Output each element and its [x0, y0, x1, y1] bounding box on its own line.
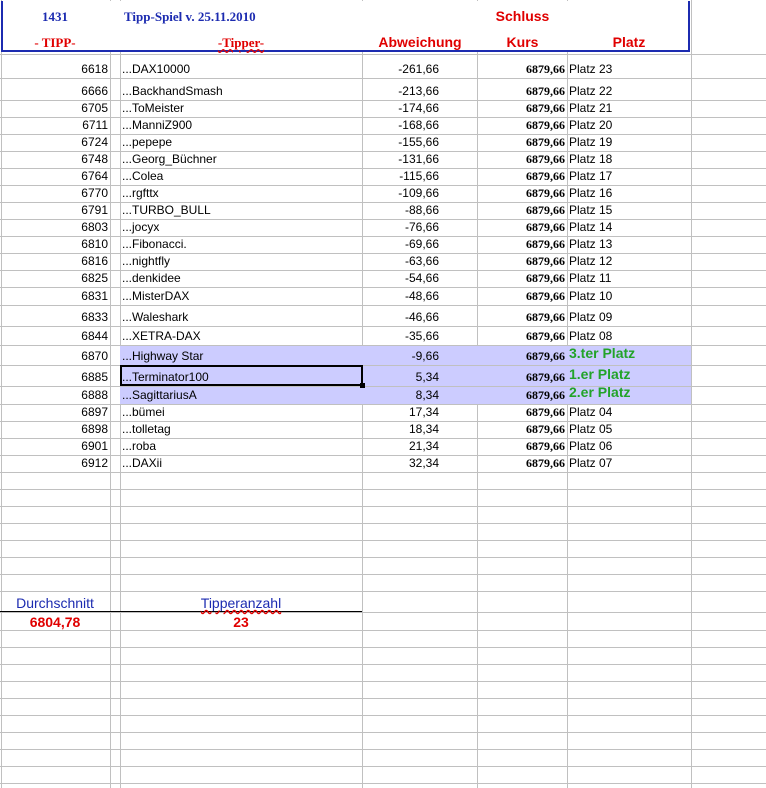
kurs-column-header[interactable]: Kurs [506, 34, 539, 50]
row-gridline [0, 732, 766, 733]
kurs-cell[interactable]: 6879,66 [526, 220, 565, 234]
platz-cell[interactable]: Platz 19 [569, 135, 613, 149]
tipper-cell[interactable]: ...TURBO_BULL [122, 203, 211, 217]
abweichung-cell[interactable]: -168,66 [398, 118, 439, 132]
schluss-header-cell[interactable]: Schluss [495, 8, 550, 24]
column-gridline [110, 0, 111, 788]
row-gridline [0, 612, 766, 613]
kurs-cell[interactable]: 6879,66 [526, 118, 565, 132]
kurs-cell[interactable]: 6879,66 [526, 405, 565, 419]
row-gridline [0, 681, 766, 682]
row-gridline [0, 766, 766, 767]
platz-cell[interactable]: Platz 18 [569, 152, 613, 166]
tipp-cell[interactable]: 6810 [81, 237, 108, 251]
abweichung-cell[interactable]: -174,66 [398, 101, 439, 115]
tipp-cell[interactable]: 6912 [81, 456, 108, 470]
platz-cell[interactable]: 3.ter Platz [569, 345, 636, 361]
row-gridline [0, 506, 766, 507]
kurs-cell[interactable]: 6879,66 [526, 237, 565, 251]
kurs-cell[interactable]: 6879,66 [526, 456, 565, 470]
platz-cell[interactable]: Platz 04 [569, 405, 613, 419]
tipper-cell[interactable]: ...rgfttx [122, 186, 159, 200]
platz-cell[interactable]: Platz 13 [569, 237, 613, 251]
tipper-cell[interactable]: ...ToMeister [122, 101, 185, 115]
tipper-cell[interactable]: ...Highway Star [122, 349, 204, 363]
row-gridline [0, 540, 766, 541]
abweichung-cell[interactable]: -9,66 [411, 349, 439, 363]
kurs-cell[interactable]: 6879,66 [526, 370, 565, 384]
row-gridline [0, 591, 766, 592]
abweichung-cell[interactable]: -261,66 [398, 62, 439, 76]
platz-cell[interactable]: Platz 22 [569, 84, 613, 98]
tipp-cell[interactable]: 6711 [82, 118, 108, 132]
platz-cell[interactable]: Platz 06 [569, 439, 613, 453]
row-gridline [0, 78, 766, 79]
tipp-column-header[interactable]: - TIPP- [34, 35, 76, 50]
kurs-cell[interactable]: 6879,66 [526, 152, 565, 166]
kurs-cell[interactable]: 6879,66 [526, 388, 565, 402]
tipp-cell[interactable]: 6825 [81, 271, 108, 285]
row-gridline [0, 489, 766, 490]
abweichung-cell[interactable]: 32,34 [408, 456, 439, 470]
abweichung-cell[interactable]: 21,34 [408, 439, 439, 453]
tipp-cell[interactable]: 6870 [81, 349, 108, 363]
selected-cell-outline [120, 365, 363, 386]
platz-cell[interactable]: Platz 10 [569, 289, 613, 303]
platz-cell[interactable]: 2.er Platz [569, 384, 631, 400]
abweichung-cell[interactable]: -115,66 [399, 169, 439, 183]
platz-cell[interactable]: Platz 07 [569, 456, 613, 470]
tipp-cell[interactable]: 6833 [81, 310, 108, 324]
tipper-cell[interactable]: ...jocyx [122, 220, 160, 234]
row-gridline [0, 664, 766, 665]
tipper-count-label-text: Tipperanzahl [200, 595, 282, 611]
tipper-cell[interactable]: ...tolletag [122, 422, 171, 436]
abweichung-cell[interactable]: -109,66 [398, 186, 439, 200]
fill-handle[interactable] [360, 383, 365, 388]
abweichung-cell[interactable]: 5,34 [415, 370, 439, 384]
kurs-cell[interactable]: 6879,66 [526, 186, 565, 200]
kurs-cell[interactable]: 6879,66 [526, 329, 565, 343]
row-gridline [0, 698, 766, 699]
tipper-cell[interactable]: ...DAXii [122, 456, 163, 470]
platz-column-header[interactable]: Platz [612, 34, 646, 50]
tipp-cell[interactable]: 6618 [81, 62, 108, 76]
platz-cell[interactable]: Platz 16 [569, 186, 613, 200]
tipp-cell[interactable]: 6888 [81, 388, 108, 402]
platz-cell[interactable]: 1.er Platz [569, 366, 631, 382]
abweichung-cell[interactable]: -155,66 [398, 135, 439, 149]
row-gridline [0, 574, 766, 575]
tipper-cell[interactable]: ...pepepe [122, 135, 173, 149]
platz-cell[interactable]: Platz 09 [569, 310, 613, 324]
tipper-count-label[interactable] [120, 595, 362, 612]
kurs-cell[interactable]: 6879,66 [526, 135, 565, 149]
abweichung-cell[interactable]: 8,34 [415, 388, 439, 402]
kurs-cell[interactable]: 6879,66 [526, 289, 565, 303]
tipp-cell[interactable]: 6816 [81, 254, 108, 268]
kurs-cell[interactable]: 6879,66 [526, 101, 565, 115]
platz-cell[interactable]: Platz 15 [569, 203, 613, 217]
row-gridline [0, 715, 766, 716]
platz-cell[interactable]: Platz 11 [569, 271, 612, 285]
kurs-cell[interactable]: 6879,66 [526, 349, 565, 363]
tipper-cell[interactable]: ...Colea [122, 169, 164, 183]
tipper-cell[interactable]: ...ManniZ900 [122, 118, 193, 132]
tipper-count-value[interactable]: 23 [233, 614, 249, 630]
kurs-cell[interactable]: 6879,66 [526, 84, 565, 98]
abweichung-column-header[interactable]: Abweichung [378, 34, 462, 50]
abweichung-cell[interactable]: -35,66 [404, 329, 439, 343]
abweichung-cell[interactable]: -88,66 [404, 203, 439, 217]
tipp-cell[interactable]: 6885 [81, 370, 108, 384]
abweichung-cell[interactable]: -131,66 [398, 152, 439, 166]
platz-cell[interactable]: Platz 23 [569, 62, 613, 76]
tipper-cell[interactable]: ...Terminator100 [122, 370, 209, 384]
row-gridline [0, 557, 766, 558]
platz-cell[interactable]: Platz 14 [569, 220, 613, 234]
tipper-cell[interactable]: ...denkidee [122, 271, 181, 285]
tipper-cell[interactable]: ...BackhandSmash [122, 84, 223, 98]
abweichung-cell[interactable]: -46,66 [404, 310, 439, 324]
tipper-cell[interactable]: ...Fibonacci. [122, 237, 187, 251]
tipper-cell[interactable]: ...Georg_Büchner [122, 152, 217, 166]
tipp-cell[interactable]: 6666 [81, 84, 108, 98]
tipp-cell[interactable]: 6803 [81, 220, 108, 234]
abweichung-cell[interactable]: -76,66 [404, 220, 439, 234]
tipper-cell[interactable]: ...nightfly [122, 254, 171, 268]
kurs-cell[interactable]: 6879,66 [526, 310, 565, 324]
platz-cell[interactable]: Platz 17 [569, 169, 613, 183]
tipp-cell[interactable]: 6897 [81, 405, 108, 419]
row-gridline [0, 472, 766, 473]
platz-cell[interactable]: Platz 12 [569, 254, 613, 268]
kurs-cell[interactable]: 6879,66 [526, 422, 565, 436]
tipp-cell[interactable]: 6770 [81, 186, 108, 200]
kurs-cell[interactable]: 6879,66 [526, 271, 565, 285]
row-gridline [0, 326, 766, 327]
tipper-cell[interactable]: ...bümei [122, 405, 165, 419]
tipper-header-text: -Tipper- [217, 35, 265, 50]
platz-cell[interactable]: Platz 05 [569, 422, 613, 436]
kurs-cell[interactable]: 6879,66 [526, 203, 565, 217]
row-gridline [0, 630, 766, 631]
tipp-cell[interactable]: 6748 [81, 152, 108, 166]
tipper-cell[interactable]: ...DAX10000 [122, 62, 191, 76]
sheet-title-cell[interactable]: Tipp-Spiel v. 25.11.2010 [124, 9, 256, 24]
column-gridline [691, 0, 692, 788]
average-label[interactable]: Durchschnitt [16, 595, 94, 611]
tipp-cell[interactable]: 6898 [81, 422, 108, 436]
sheet-id-cell[interactable]: 1431 [42, 9, 68, 24]
tipp-cell[interactable]: 6764 [81, 169, 108, 183]
tipper-cell[interactable]: ...roba [122, 439, 157, 453]
platz-cell[interactable]: Platz 21 [569, 101, 613, 115]
kurs-cell[interactable]: 6879,66 [526, 62, 565, 76]
tipper-column-header[interactable] [120, 34, 362, 51]
abweichung-cell[interactable]: -69,66 [404, 237, 439, 251]
tipper-cell[interactable]: ...XETRA-DAX [122, 329, 201, 343]
kurs-cell[interactable]: 6879,66 [526, 254, 565, 268]
average-value[interactable]: 6804,78 [29, 614, 81, 630]
tipper-cell[interactable]: ...MisterDAX [122, 289, 190, 303]
row-gridline [0, 783, 766, 784]
row-gridline [0, 54, 766, 55]
row-gridline [0, 305, 766, 306]
platz-cell[interactable]: Platz 08 [569, 329, 613, 343]
tipper-cell[interactable]: ...SagittariusA [122, 388, 197, 402]
tipp-cell[interactable]: 6901 [81, 439, 108, 453]
abweichung-cell[interactable]: -54,66 [404, 271, 439, 285]
kurs-cell[interactable]: 6879,66 [526, 169, 565, 183]
abweichung-cell[interactable]: -63,66 [404, 254, 439, 268]
tipp-cell[interactable]: 6705 [81, 101, 108, 115]
row-gridline [0, 749, 766, 750]
row-gridline [0, 523, 766, 524]
tipp-cell[interactable]: 6831 [81, 289, 108, 303]
abweichung-cell[interactable]: 17,34 [408, 405, 439, 419]
tipp-cell[interactable]: 6724 [81, 135, 108, 149]
platz-cell[interactable]: Platz 20 [569, 118, 613, 132]
tipp-cell[interactable]: 6844 [81, 329, 108, 343]
abweichung-cell[interactable]: -213,66 [398, 84, 439, 98]
row-gridline [0, 647, 766, 648]
tipp-cell[interactable]: 6791 [81, 203, 108, 217]
abweichung-cell[interactable]: 18,34 [408, 422, 439, 436]
kurs-cell[interactable]: 6879,66 [526, 439, 565, 453]
abweichung-cell[interactable]: -48,66 [404, 289, 439, 303]
tipper-cell[interactable]: ...Waleshark [122, 310, 189, 324]
